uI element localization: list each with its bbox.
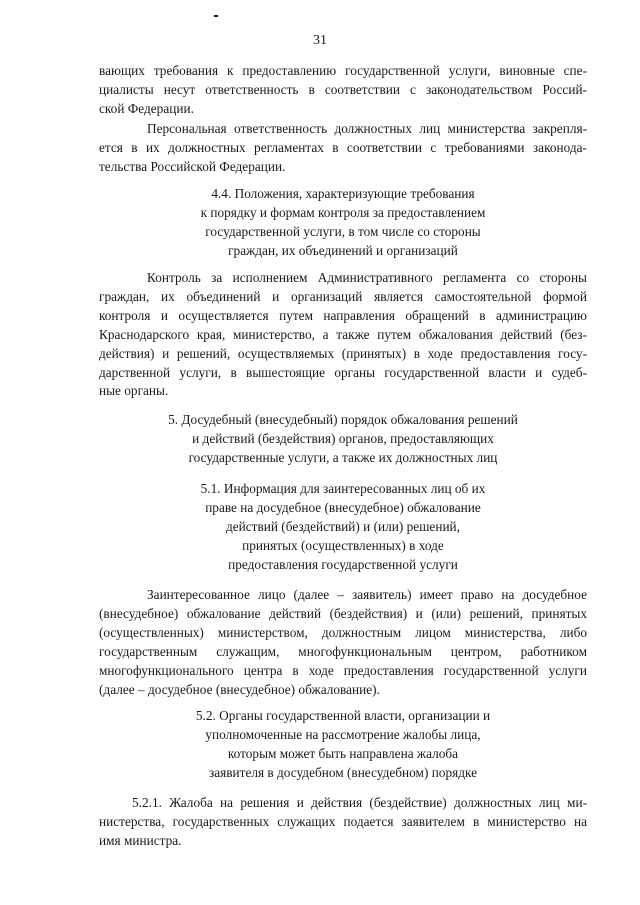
text-line: ется в их должностных регламентах в соответствии с требованиями законода- bbox=[99, 139, 587, 155]
text-line: государственные услуги, а также их должностных лиц bbox=[188, 449, 498, 465]
text-line: Заинтересованное лицо (далее – заявитель) имеет право на досудебное bbox=[147, 587, 587, 602]
text-line: уполномоченные на рассмотрение жалобы лица, bbox=[205, 726, 481, 742]
scan-mark bbox=[214, 15, 218, 17]
text-line: вающих требования к предоставлению государственной услуги, виновные спе- bbox=[99, 63, 587, 78]
text-line: Краснодарского края, министерство, а также путем обжалования действий (без- bbox=[99, 326, 587, 342]
section-heading bbox=[99, 411, 587, 468]
text-line: (далее – досудебное (внесудебное) обжалование). bbox=[99, 681, 380, 697]
text-line: многофункционального центра в ходе предоставления государственной услуги bbox=[99, 662, 587, 678]
section-heading bbox=[99, 707, 587, 783]
section-heading bbox=[99, 185, 587, 261]
section-heading bbox=[99, 480, 587, 575]
text-line: Персональная ответственность должностных лиц министерства закрепля- bbox=[147, 121, 587, 136]
text-line: (осуществленных) министерством, должностным лицом министерства, либо bbox=[99, 624, 587, 640]
text-line: циалисты несут ответственность в соответствии с законодательством Россий- bbox=[99, 81, 587, 97]
paragraph bbox=[99, 586, 587, 699]
text-line: к порядку и формам контроля за предоставлением bbox=[200, 204, 486, 220]
text-line: Контроль за исполнением Административного регламента со стороны bbox=[147, 270, 587, 285]
text-line: государственной услуги, в том числе со стороны bbox=[205, 223, 481, 239]
paragraph bbox=[99, 269, 587, 401]
text-line: действия) и решений, осуществляемых (принятых) в ходе предоставления госу- bbox=[99, 345, 587, 361]
text-line: государственным служащим, многофункциональным центром, работником bbox=[99, 643, 587, 659]
page-number: 31 bbox=[313, 33, 327, 48]
paragraph bbox=[99, 62, 587, 119]
text-line: 4.4. Положения, характеризующие требования bbox=[211, 186, 475, 201]
text-line: заявителя в досудебном (внесудебном) порядке bbox=[208, 764, 478, 780]
paragraph bbox=[99, 794, 587, 851]
text-line: 5.2.1. Жалоба на решения и действия (бездействие) должностных лиц ми- bbox=[132, 795, 587, 810]
text-line: дарственной услуги, в вышестоящие органы государственной власти и судеб- bbox=[99, 364, 587, 380]
text-line: которым может быть направлена жалоба bbox=[227, 745, 459, 761]
text-line: контроля и осуществляется путем направления обращений в администрацию bbox=[99, 307, 587, 323]
text-line: (внесудебное) обжалование действий (бездействия) и (или) решений, принятых bbox=[99, 605, 587, 621]
text-line: граждан, их объединений и организаций bbox=[228, 242, 458, 258]
text-line: тельства Российской Федерации. bbox=[99, 158, 286, 174]
text-line: и действий (бездействия) органов, предоставляющих bbox=[192, 430, 494, 446]
text-line: ные органы. bbox=[99, 383, 169, 399]
text-line: имя министра. bbox=[99, 832, 182, 848]
paragraph bbox=[99, 120, 587, 177]
text-line: ской Федерации. bbox=[99, 100, 194, 116]
text-line: граждан, их объединений и организаций является самостоятельной формой bbox=[99, 288, 587, 304]
text-line: принятых (осуществленных) в ходе bbox=[242, 537, 444, 553]
text-line: 5. Досудебный (внесудебный) порядок обжалования решений bbox=[168, 412, 518, 427]
text-line: 5.1. Информация для заинтересованных лиц об их bbox=[200, 481, 486, 496]
text-line: предоставления государственной услуги bbox=[228, 556, 458, 572]
text-line: праве на досудебное (внесудебное) обжалование bbox=[205, 499, 481, 515]
text-line: нистерства, государственных служащих подается заявителем в министерство на bbox=[99, 813, 587, 829]
text-line: действий (бездействий) и (или) решений, bbox=[225, 518, 461, 534]
text-line: 5.2. Органы государственной власти, организации и bbox=[195, 708, 491, 723]
